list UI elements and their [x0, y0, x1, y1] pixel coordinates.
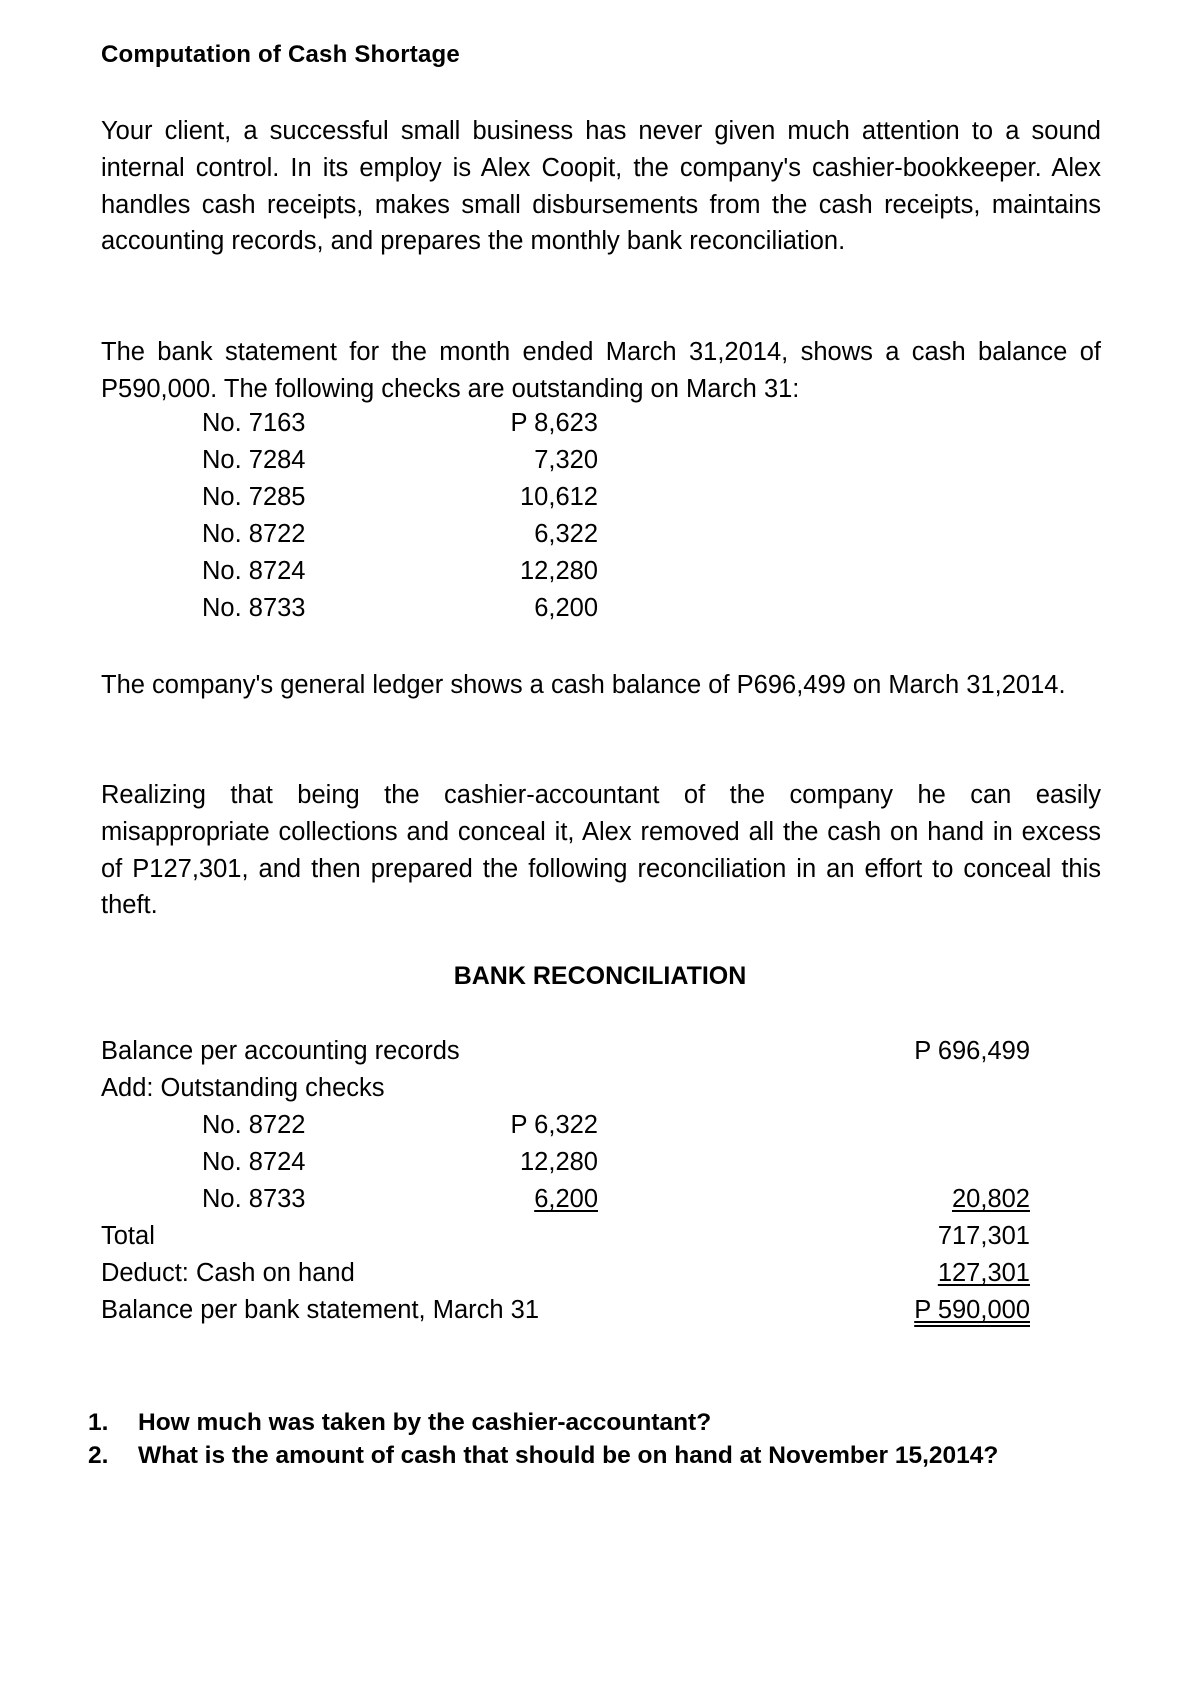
check-amount: P 8,623 [510, 409, 598, 437]
check-number: No. 8733 [202, 594, 306, 622]
paragraph-client-background: Your client, a successful small business has never given much attention to a sound internal control. In its employ is Alex Coopit, the company's cashier-bookkeeper. Alex handles cash receipts, makes small disbursements from the cash receipts, maintains accounting records, and prepares the monthly bank reconciliation. [101, 117, 1101, 256]
question-text: How much was taken by the cashier-accountant? [138, 1409, 712, 1436]
bank-balance-amount [870, 1292, 1030, 1328]
check-row [0, 405, 1200, 441]
check-number: No. 7285 [202, 483, 306, 511]
total-label: Total [101, 1222, 155, 1250]
bank-balance-label: Balance per bank statement, March 31 [101, 1296, 539, 1324]
checks-total [870, 1181, 1030, 1217]
rec-check-row [0, 1107, 1200, 1143]
rec-check-number: No. 8724 [202, 1148, 306, 1176]
deduct-label: Deduct: Cash on hand [101, 1259, 355, 1287]
reconciliation-heading: BANK RECONCILIATION [453, 962, 747, 990]
rec-check-amount-underlined: 6,200 [534, 1185, 598, 1213]
check-row [0, 479, 1200, 515]
rec-check-number: No. 8722 [202, 1111, 306, 1139]
paragraph-general-ledger: The company's general ledger shows a cash balance of P696,499 on March 31,2014. [101, 671, 1066, 699]
check-amount: 12,280 [520, 557, 598, 585]
check-number: No. 7284 [202, 446, 306, 474]
rec-check-number: No. 8733 [202, 1185, 306, 1213]
paragraph-bank-statement: The bank statement for the month ended March 31,2014, shows a cash balance of P590,000. The following checks are outstanding on March 31: [101, 338, 1101, 403]
check-row [0, 590, 1200, 626]
document-title: Computation of Cash Shortage [101, 41, 460, 68]
total-row [0, 1218, 1200, 1254]
question-number: 1. [88, 1409, 109, 1436]
deduct-amount-underlined: 127,301 [937, 1259, 1030, 1287]
deduct-amount [870, 1255, 1030, 1291]
balance-amount: P 696,499 [914, 1037, 1030, 1065]
check-amount: 6,322 [534, 520, 598, 548]
check-amount: 10,612 [520, 483, 598, 511]
add-row [0, 1070, 1200, 1106]
question-text: What is the amount of cash that should be on hand at November 15,2014? [138, 1442, 999, 1469]
rec-check-amount: P 6,322 [510, 1111, 598, 1139]
add-label: Add: Outstanding checks [101, 1074, 385, 1102]
balance-label: Balance per accounting records [101, 1037, 460, 1065]
balance-row [0, 1033, 1200, 1069]
bank-balance-row [0, 1292, 1200, 1328]
check-row [0, 553, 1200, 589]
check-number: No. 8724 [202, 557, 306, 585]
rec-check-row [0, 1144, 1200, 1180]
question-number: 2. [88, 1442, 109, 1469]
check-number: No. 8722 [202, 520, 306, 548]
check-row [0, 516, 1200, 552]
checks-total-underlined: 20,802 [952, 1185, 1030, 1213]
rec-check-amount [478, 1181, 598, 1217]
rec-check-amount: 12,280 [520, 1148, 598, 1176]
check-amount: 6,200 [534, 594, 598, 622]
question-2 [88, 1437, 1104, 1475]
check-amount: 7,320 [534, 446, 598, 474]
deduct-row [0, 1255, 1200, 1291]
check-number: No. 7163 [202, 409, 306, 437]
bank-balance-amount-double-underlined: P 590,000 [914, 1296, 1030, 1324]
total-amount: 717,301 [937, 1222, 1030, 1250]
check-row [0, 442, 1200, 478]
rec-check-row [0, 1181, 1200, 1217]
paragraph-theft-description: Realizing that being the cashier-accountant of the company he can easily misappropriate collections and conceal it, Alex removed all the cash on hand in excess of P127,301, and then prepared the following reconciliation in an effort to conceal this theft. [101, 781, 1101, 920]
